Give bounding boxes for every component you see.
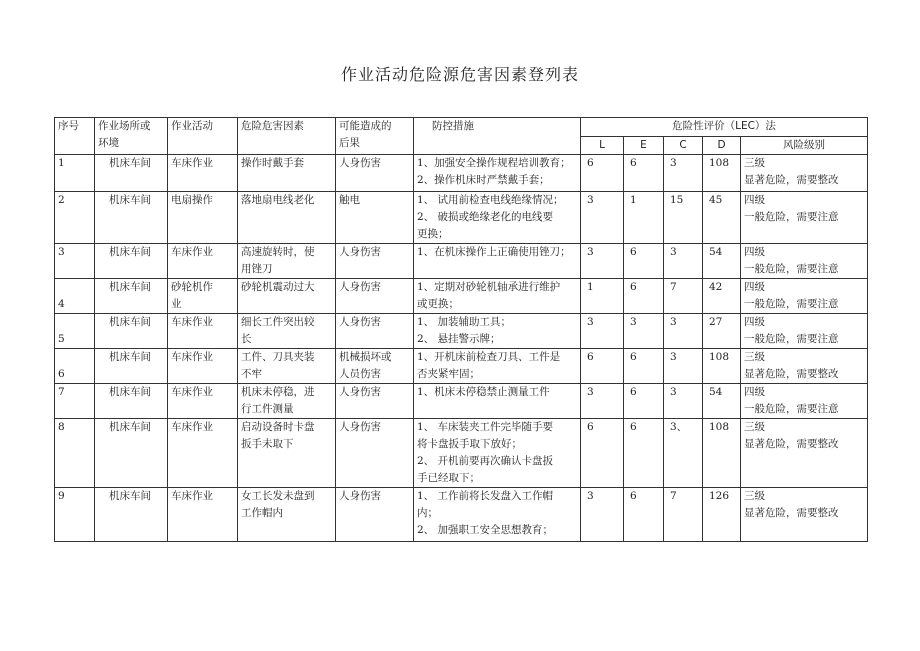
page-title: 作业活动危险源危害因素登列表: [340, 65, 579, 84]
header-seq: 序号: [55, 118, 95, 155]
cell-measures-line: 2、 开机前要再次确认卡盘扳: [417, 455, 554, 467]
cell-activity: [168, 384, 238, 419]
cell-place: 机床车间: [95, 192, 168, 244]
cell-level-line: 一般危险，需要注意: [744, 298, 839, 310]
cell-measures: [414, 244, 581, 279]
cell-hazard-line: 行工件测量: [241, 403, 294, 415]
header-place-line: 环境: [98, 137, 119, 149]
cell-measures-line: 1、机床未停稳禁止测量工件: [417, 386, 550, 398]
cell-result-line: 人身伤害: [339, 316, 381, 328]
cell-activity: [168, 244, 238, 279]
table-row: [55, 279, 868, 314]
cell-result-line: 人身伤害: [339, 421, 381, 433]
cell-D: 54: [703, 244, 741, 279]
cell-measures-line: 2、 悬挂警示牌；: [417, 333, 501, 345]
cell-E: 6: [624, 349, 664, 384]
cell-C: 3: [664, 314, 703, 349]
cell-hazard: [238, 192, 336, 244]
cell-hazard: [238, 314, 336, 349]
cell-result: [336, 488, 414, 542]
cell-E: 6: [624, 384, 664, 419]
table-body: [55, 155, 868, 542]
cell-D: 108: [703, 155, 741, 192]
cell-result-line: 人员伤害: [339, 368, 381, 380]
cell-hazard-line: 不牢: [241, 368, 262, 380]
cell-result: [336, 419, 414, 488]
cell-seq: 1: [55, 155, 95, 192]
header-activity: 作业活动: [168, 118, 238, 155]
cell-level-line: 四级: [744, 194, 765, 206]
cell-L: 3: [581, 488, 624, 542]
cell-seq: 5: [55, 314, 95, 349]
cell-hazard: [238, 155, 336, 192]
header-E: E: [624, 137, 664, 155]
table-row: [55, 419, 868, 488]
cell-result-line: 机械损坏或: [339, 351, 392, 363]
cell-E: 6: [624, 488, 664, 542]
header-result-line: 可能造成的: [339, 120, 392, 132]
cell-hazard-line: 落地扇电线老化: [241, 194, 315, 206]
cell-activity-line: 车床作业: [171, 316, 213, 328]
header-result-line: 后果: [339, 137, 360, 149]
cell-D: 108: [703, 349, 741, 384]
cell-result-line: 人身伤害: [339, 386, 381, 398]
cell-C: 3: [664, 244, 703, 279]
header-measures: 防控措施: [414, 118, 581, 155]
cell-measures: [414, 155, 581, 192]
cell-seq: 2: [55, 192, 95, 244]
cell-seq: 8: [55, 419, 95, 488]
cell-hazard-line: 扳手未取下: [241, 438, 294, 450]
cell-measures: [414, 192, 581, 244]
cell-hazard-line: 砂轮机震动过大: [241, 281, 315, 293]
cell-C: 3: [664, 349, 703, 384]
cell-L: 6: [581, 349, 624, 384]
cell-activity-line: 车床作业: [171, 421, 213, 433]
cell-result: [336, 279, 414, 314]
cell-D: 54: [703, 384, 741, 419]
header-C: C: [664, 137, 703, 155]
cell-measures-line: 2、 加强职工安全思想教育；: [417, 524, 554, 536]
cell-result-line: 人身伤害: [339, 281, 381, 293]
cell-level-line: 显著危险，需要整改: [744, 174, 839, 186]
cell-measures-line: 否夹紧牢固；: [417, 368, 480, 380]
cell-hazard-line: 用锉刀: [241, 263, 273, 275]
cell-activity-line: 车床作业: [171, 351, 213, 363]
cell-L: 3: [581, 244, 624, 279]
cell-level: [741, 349, 868, 384]
table-row: [55, 244, 868, 279]
cell-level: [741, 192, 868, 244]
cell-place: 机床车间: [95, 279, 168, 314]
header-place-line: 作业场所或: [98, 120, 151, 132]
cell-L: 3: [581, 192, 624, 244]
cell-level: [741, 419, 868, 488]
cell-seq: 3: [55, 244, 95, 279]
cell-activity-line: 车床作业: [171, 490, 213, 502]
cell-level-line: 一般危险，需要注意: [744, 403, 839, 415]
cell-result-line: 触电: [339, 194, 360, 206]
cell-C: 15: [664, 192, 703, 244]
cell-measures-line: 更换；: [417, 228, 449, 240]
cell-measures: [414, 314, 581, 349]
cell-level-line: 一般危险，需要注意: [744, 263, 839, 275]
cell-activity: [168, 279, 238, 314]
cell-activity-line: 车床作业: [171, 246, 213, 258]
cell-L: 3: [581, 314, 624, 349]
cell-place: 机床车间: [95, 384, 168, 419]
cell-hazard-line: 工件、刀具夹装: [241, 351, 315, 363]
hazard-table: [54, 117, 868, 542]
cell-hazard-line: 长: [241, 333, 252, 345]
cell-C: 7: [664, 279, 703, 314]
cell-E: 1: [624, 192, 664, 244]
cell-hazard-line: 细长工件突出较: [241, 316, 315, 328]
cell-measures-line: 1、 工作前将长发盘入工作帽: [417, 490, 554, 502]
cell-E: 6: [624, 279, 664, 314]
table-row: [55, 384, 868, 419]
cell-hazard-line: 操作时戴手套: [241, 157, 304, 169]
cell-activity: [168, 488, 238, 542]
cell-D: 27: [703, 314, 741, 349]
cell-measures: [414, 349, 581, 384]
cell-level-line: 显著危险，需要整改: [744, 368, 839, 380]
cell-activity-line: 车床作业: [171, 157, 213, 169]
cell-measures-line: 或更换；: [417, 298, 459, 310]
cell-place: 机床车间: [95, 349, 168, 384]
cell-level: [741, 155, 868, 192]
header-hazard: 危险危害因素: [238, 118, 336, 155]
cell-E: 6: [624, 155, 664, 192]
table-row: [55, 349, 868, 384]
cell-result: [336, 349, 414, 384]
cell-result: [336, 155, 414, 192]
cell-hazard-line: 机床未停稳，进: [241, 386, 315, 398]
cell-measures-line: 2、 破损或绝缘老化的电线要: [417, 211, 554, 223]
header-lec: 危险性评价（LEC）法: [581, 118, 868, 137]
cell-result: [336, 192, 414, 244]
cell-level-line: 四级: [744, 246, 765, 258]
cell-result-line: 人身伤害: [339, 246, 381, 258]
cell-hazard: [238, 279, 336, 314]
cell-measures-line: 手已经取下；: [417, 472, 480, 484]
header-result: [336, 118, 414, 155]
table-row: [55, 314, 868, 349]
cell-hazard-line: 高速旋转时，使: [241, 246, 315, 258]
cell-level-line: 三级: [744, 157, 765, 169]
cell-measures-line: 1、定期对砂轮机轴承进行维护: [417, 281, 561, 293]
header-row: [55, 118, 868, 137]
cell-level: [741, 488, 868, 542]
header-level: 风险级别: [741, 137, 868, 155]
cell-level-line: 一般危险，需要注意: [744, 333, 839, 345]
cell-activity-line: 业: [171, 298, 182, 310]
cell-result-line: 人身伤害: [339, 157, 381, 169]
cell-E: 6: [624, 419, 664, 488]
cell-L: 6: [581, 419, 624, 488]
cell-level-line: 四级: [744, 316, 765, 328]
cell-activity-line: 车床作业: [171, 386, 213, 398]
cell-C: 3、: [664, 419, 703, 488]
cell-level-line: 四级: [744, 281, 765, 293]
cell-seq: 6: [55, 349, 95, 384]
cell-D: 45: [703, 192, 741, 244]
cell-result: [336, 314, 414, 349]
cell-hazard: [238, 384, 336, 419]
cell-level: [741, 244, 868, 279]
cell-place: 机床车间: [95, 314, 168, 349]
cell-measures-line: 1、开机床前检查刀具、工件是: [417, 351, 561, 363]
cell-L: 1: [581, 279, 624, 314]
cell-level-line: 一般危险，需要注意: [744, 211, 839, 223]
cell-measures: [414, 419, 581, 488]
cell-hazard: [238, 419, 336, 488]
cell-place: 机床车间: [95, 419, 168, 488]
header-D: D: [703, 137, 741, 155]
cell-level-line: 显著危险，需要整改: [744, 438, 839, 450]
cell-hazard: [238, 349, 336, 384]
cell-place: 机床车间: [95, 488, 168, 542]
cell-level: [741, 314, 868, 349]
cell-result: [336, 244, 414, 279]
cell-activity-line: 电扇操作: [171, 194, 213, 206]
cell-activity: [168, 314, 238, 349]
cell-hazard: [238, 488, 336, 542]
cell-seq: 7: [55, 384, 95, 419]
cell-activity-line: 砂轮机作: [171, 281, 213, 293]
table-row: [55, 488, 868, 542]
table-row: [55, 155, 868, 192]
header-place: [95, 118, 168, 155]
cell-C: 3: [664, 155, 703, 192]
cell-activity: [168, 349, 238, 384]
cell-place: 机床车间: [95, 155, 168, 192]
cell-D: 42: [703, 279, 741, 314]
cell-hazard: [238, 244, 336, 279]
cell-measures: [414, 384, 581, 419]
cell-measures-line: 1、 加装辅助工具；: [417, 316, 512, 328]
cell-hazard-line: 女工长发未盘到: [241, 490, 315, 502]
cell-hazard-line: 启动设备时卡盘: [241, 421, 315, 433]
cell-measures-line: 将卡盘扳手取下放好；: [417, 438, 522, 450]
cell-seq: 4: [55, 279, 95, 314]
cell-level-line: 三级: [744, 351, 765, 363]
cell-level-line: 三级: [744, 490, 765, 502]
cell-measures-line: 1、在机床操作上正确使用锉刀；: [417, 246, 571, 258]
cell-measures: [414, 279, 581, 314]
cell-result: [336, 384, 414, 419]
cell-measures-line: 2、操作机床时严禁戴手套；: [417, 174, 550, 186]
cell-L: 3: [581, 384, 624, 419]
cell-hazard-line: 工作帽内: [241, 507, 283, 519]
cell-E: 6: [624, 244, 664, 279]
cell-measures-line: 1、 车床装夹工件完毕随手要: [417, 421, 554, 433]
cell-C: 7: [664, 488, 703, 542]
cell-measures-line: 1、 试用前检查电线绝缘情况；: [417, 194, 564, 206]
cell-D: 126: [703, 488, 741, 542]
cell-C: 3: [664, 384, 703, 419]
cell-E: 3: [624, 314, 664, 349]
cell-place: 机床车间: [95, 244, 168, 279]
cell-level-line: 三级: [744, 421, 765, 433]
header-L: L: [581, 137, 624, 155]
cell-result-line: 人身伤害: [339, 490, 381, 502]
cell-seq: 9: [55, 488, 95, 542]
cell-level: [741, 384, 868, 419]
cell-measures-line: 内；: [417, 507, 438, 519]
cell-measures-line: 1、加强安全操作规程培训教育；: [417, 157, 571, 169]
cell-activity: [168, 419, 238, 488]
cell-L: 6: [581, 155, 624, 192]
cell-measures: [414, 488, 581, 542]
cell-D: 108: [703, 419, 741, 488]
table-row: [55, 192, 868, 244]
cell-level-line: 显著危险，需要整改: [744, 507, 839, 519]
cell-activity: [168, 155, 238, 192]
cell-level-line: 四级: [744, 386, 765, 398]
cell-level: [741, 279, 868, 314]
cell-activity: [168, 192, 238, 244]
